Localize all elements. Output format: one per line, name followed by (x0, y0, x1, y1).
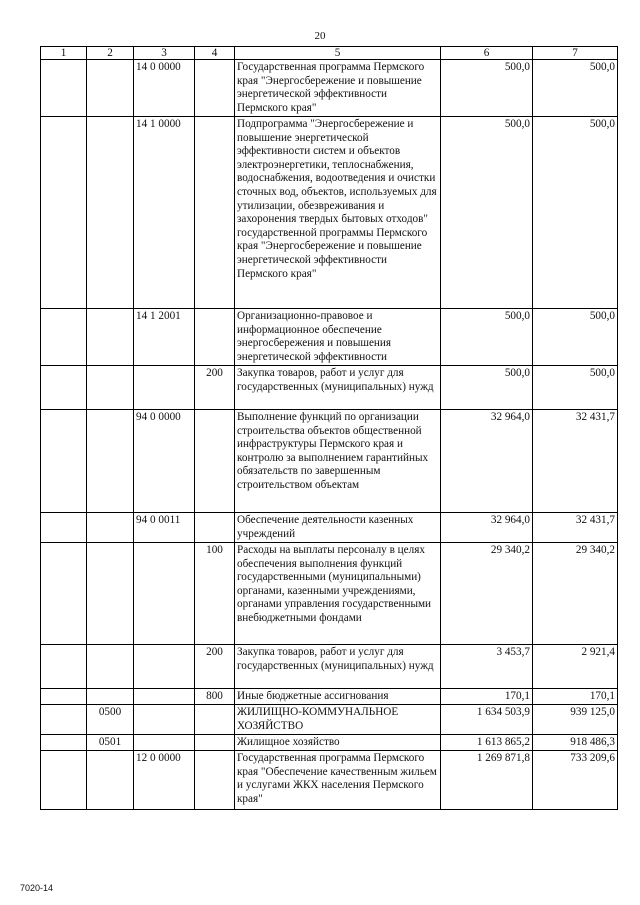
column-number-row (41, 47, 618, 60)
table-row (41, 689, 618, 705)
cell-amount-1: 500,0 (441, 117, 533, 309)
column-header: 7 (533, 47, 618, 60)
cell-amount-1: 1 634 503,9 (441, 705, 533, 735)
cell-target-article (134, 705, 195, 735)
cell-amount-2: 939 125,0 (533, 705, 618, 735)
table-row (41, 410, 618, 513)
cell-col1 (41, 645, 87, 689)
cell-section (87, 689, 134, 705)
cell-target-article (134, 735, 195, 751)
cell-description: Подпрограмма "Энергосбережение и повышение энергетической эффективности систем и объектов электроэнергетики, теплоснабжения, водоснабжения, водоотведения и очистки сточных вод, объектов, используемых для утилизации, обезвреживания и захоронения твердых бытовых отходов" государственной программы Пермского края "Энергосбережение и повышение энергетической эффективности Пермского края" (235, 117, 441, 309)
column-header: 1 (41, 47, 87, 60)
table-row (41, 309, 618, 366)
table-row (41, 543, 618, 645)
cell-target-article (134, 543, 195, 645)
cell-description: Иные бюджетные ассигнования (235, 689, 441, 705)
cell-amount-1: 1 613 865,2 (441, 735, 533, 751)
cell-amount-2: 170,1 (533, 689, 618, 705)
cell-expense-type (195, 513, 235, 543)
cell-target-article: 94 0 0000 (134, 410, 195, 513)
cell-amount-2: 500,0 (533, 117, 618, 309)
cell-expense-type: 800 (195, 689, 235, 705)
page-number: 20 (314, 30, 326, 42)
cell-expense-type (195, 735, 235, 751)
cell-amount-1: 500,0 (441, 366, 533, 410)
cell-amount-1: 1 269 871,8 (441, 751, 533, 810)
cell-description: Закупка товаров, работ и услуг для государственных (муниципальных) нужд (235, 366, 441, 410)
cell-amount-2: 918 486,3 (533, 735, 618, 751)
cell-amount-2: 500,0 (533, 366, 618, 410)
cell-section (87, 751, 134, 810)
cell-section (87, 410, 134, 513)
cell-col1 (41, 117, 87, 309)
cell-amount-1: 32 964,0 (441, 513, 533, 543)
cell-description: Государственная программа Пермского края "Обеспечение качественным жильем и услугами ЖКХ населения Пермского края" (235, 751, 441, 810)
cell-section (87, 117, 134, 309)
cell-amount-1: 500,0 (441, 60, 533, 117)
cell-expense-type (195, 117, 235, 309)
cell-target-article: 12 0 0000 (134, 751, 195, 810)
cell-description: Государственная программа Пермского края "Энергосбережение и повышение энергетической эффективности Пермского края" (235, 60, 441, 117)
cell-col1 (41, 60, 87, 117)
column-header: 6 (441, 47, 533, 60)
table-row (41, 705, 618, 735)
cell-target-article: 94 0 0011 (134, 513, 195, 543)
cell-amount-2: 500,0 (533, 309, 618, 366)
cell-expense-type (195, 309, 235, 366)
column-header: 5 (235, 47, 441, 60)
cell-col1 (41, 705, 87, 735)
column-header: 4 (195, 47, 235, 60)
cell-expense-type: 200 (195, 366, 235, 410)
cell-col1 (41, 513, 87, 543)
table-row (41, 751, 618, 810)
cell-col1 (41, 309, 87, 366)
cell-amount-2: 32 431,7 (533, 410, 618, 513)
cell-expense-type: 200 (195, 645, 235, 689)
cell-target-article (134, 689, 195, 705)
cell-col1 (41, 751, 87, 810)
cell-section: 0500 (87, 705, 134, 735)
cell-target-article (134, 366, 195, 410)
table-row (41, 117, 618, 309)
cell-amount-2: 29 340,2 (533, 543, 618, 645)
cell-amount-1: 3 453,7 (441, 645, 533, 689)
table-row (41, 645, 618, 689)
cell-section (87, 543, 134, 645)
table-row (41, 60, 618, 117)
cell-col1 (41, 366, 87, 410)
table-row (41, 513, 618, 543)
cell-amount-2: 500,0 (533, 60, 618, 117)
cell-amount-2: 32 431,7 (533, 513, 618, 543)
cell-section (87, 513, 134, 543)
cell-description: Жилищное хозяйство (235, 735, 441, 751)
cell-target-article: 14 1 2001 (134, 309, 195, 366)
cell-amount-1: 32 964,0 (441, 410, 533, 513)
cell-section: 0501 (87, 735, 134, 751)
cell-section (87, 60, 134, 117)
cell-expense-type (195, 705, 235, 735)
cell-expense-type (195, 60, 235, 117)
cell-target-article: 14 0 0000 (134, 60, 195, 117)
cell-description: Закупка товаров, работ и услуг для государственных (муниципальных) нужд (235, 645, 441, 689)
cell-target-article: 14 1 0000 (134, 117, 195, 309)
cell-description: Организационно-правовое и информационное обеспечение энергосбережения и повышения энергетической эффективности (235, 309, 441, 366)
budget-table (40, 46, 618, 810)
cell-expense-type (195, 410, 235, 513)
cell-expense-type (195, 751, 235, 810)
cell-expense-type: 100 (195, 543, 235, 645)
cell-amount-2: 733 209,6 (533, 751, 618, 810)
column-header: 2 (87, 47, 134, 60)
cell-section (87, 309, 134, 366)
cell-col1 (41, 689, 87, 705)
cell-col1 (41, 543, 87, 645)
table-row (41, 735, 618, 751)
cell-amount-1: 29 340,2 (441, 543, 533, 645)
cell-amount-1: 170,1 (441, 689, 533, 705)
cell-target-article (134, 645, 195, 689)
cell-description: Обеспечение деятельности казенных учреждений (235, 513, 441, 543)
cell-description: Выполнение функций по организации строительства объектов общественной инфраструктуры Пермского края и контролю за выполнением гарантийных обязательств по завершенным строительством объектам (235, 410, 441, 513)
cell-section (87, 366, 134, 410)
cell-amount-2: 2 921,4 (533, 645, 618, 689)
column-header: 3 (134, 47, 195, 60)
cell-description: ЖИЛИЩНО-КОММУНАЛЬНОЕ ХОЗЯЙСТВО (235, 705, 441, 735)
cell-section (87, 645, 134, 689)
document-code: 7020-14 (20, 883, 54, 893)
cell-col1 (41, 410, 87, 513)
cell-amount-1: 500,0 (441, 309, 533, 366)
table-row (41, 366, 618, 410)
cell-col1 (41, 735, 87, 751)
cell-description: Расходы на выплаты персоналу в целях обеспечения выполнения функций государственными (муниципальными) органами, казенными учреждениями, органами управления государственными внебюджетными фондами (235, 543, 441, 645)
